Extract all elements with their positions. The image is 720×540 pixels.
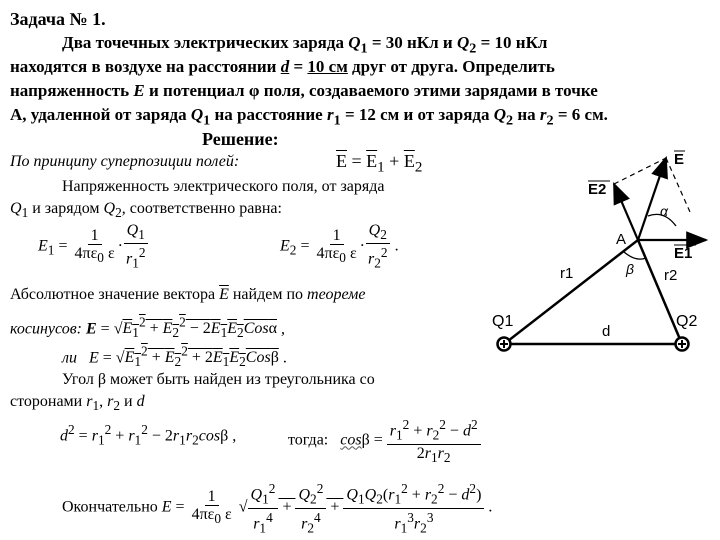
e1-formula: $E_1$ = $\frac{1}{4\pi\varepsilon_0 \varepsilon}$ · $\frac{Q_1}{r_1^2}$ bbox=[38, 222, 149, 272]
solution-heading: Решение: bbox=[202, 129, 279, 149]
label-point-a: A bbox=[616, 231, 627, 248]
label-q1: Q1 bbox=[492, 313, 514, 330]
problem-line-4: А, удаленной от заряда $Q_1$ на расстояние $r_1 = 12$ см и от заряда $Q_2$ на $r_2 = 6$ см. bbox=[10, 105, 608, 129]
angle-text-line-1: Угол β может быть найден из треугольника со bbox=[62, 371, 375, 388]
cosine-law-alt-formula: ли $E = √E_1^2 + E_2^2 + 2E_1E_2Cos\beta$ . bbox=[62, 344, 287, 370]
angle-text-line-2: сторонами $r_1$, $r_2$ и d bbox=[10, 393, 145, 414]
label-d: d bbox=[602, 323, 611, 340]
superposition-formula: $\overline{E} = \overline{E}_1 + \overline{E}_2$ bbox=[336, 151, 423, 176]
label-alpha: α bbox=[660, 203, 668, 219]
problem-line-3: напряженность E и потенциал φ поля, создаваемого этими зарядами в точке bbox=[10, 81, 598, 100]
field-vector-diagram bbox=[480, 140, 716, 370]
label-e1: E1 bbox=[674, 245, 693, 262]
r1-segment bbox=[504, 240, 638, 344]
problem-line-2: находятся в воздухе на расстоянии d = 10 см друг от друга. Определить bbox=[10, 57, 555, 76]
e2-formula: $E_2$ = $\frac{1}{4\pi\varepsilon_0 \varepsilon}$ · $\frac{Q_2}{r_2^2}$ . bbox=[280, 222, 399, 271]
label-r1: r1 bbox=[560, 265, 574, 282]
abs-value-text: Абсолютное значение вектора $\overline{E}$ найдем по теореме bbox=[10, 286, 366, 303]
problem-title: Задача № 1. bbox=[10, 9, 106, 29]
cos-beta-formula: тогда: cosβ = $\frac{r_1^2 + r_2^2 - d^2}{2r_1r_2}$ bbox=[288, 416, 481, 466]
label-beta: β bbox=[626, 261, 634, 277]
superposition-label: По принципу суперпозиции полей: bbox=[10, 153, 240, 170]
cosine-law-formula: косинусов: $E = √E_1^2 + E_2^2 - 2E_1E_2Cos\alpha$ , bbox=[10, 315, 285, 341]
final-formula: Окончательно E = $\frac{1}{4\pi\varepsilon_0 \varepsilon}$ √ $\frac{Q_1^2}{r_1^4}$ + $\frac{Q_2^2}{r_2^4}$ + $\frac{Q_1Q_2(r_1^2 + r_2^2 - d^2)}{r_1^3r_2^3}$ . bbox=[62, 481, 493, 536]
field-text-line-1: Напряженность электрического поля, от заряда bbox=[62, 178, 385, 195]
label-q2: Q2 bbox=[676, 313, 698, 330]
label-e2: E2 bbox=[588, 181, 607, 198]
label-r2: r2 bbox=[664, 267, 678, 284]
problem-line-1: Два точечных электрических заряда $Q_1 = 30$ нКл и $Q_2 = 10$ нКл bbox=[62, 33, 548, 57]
label-e: E bbox=[674, 151, 685, 168]
law-of-cosines-d: $d^2 = r_1^2 + r_1^2 - 2r_1r_2\cos\beta$ , bbox=[60, 422, 237, 448]
field-text-line-2: $Q_1$ и зарядом $Q_2$, соответственно равна: bbox=[10, 200, 282, 221]
